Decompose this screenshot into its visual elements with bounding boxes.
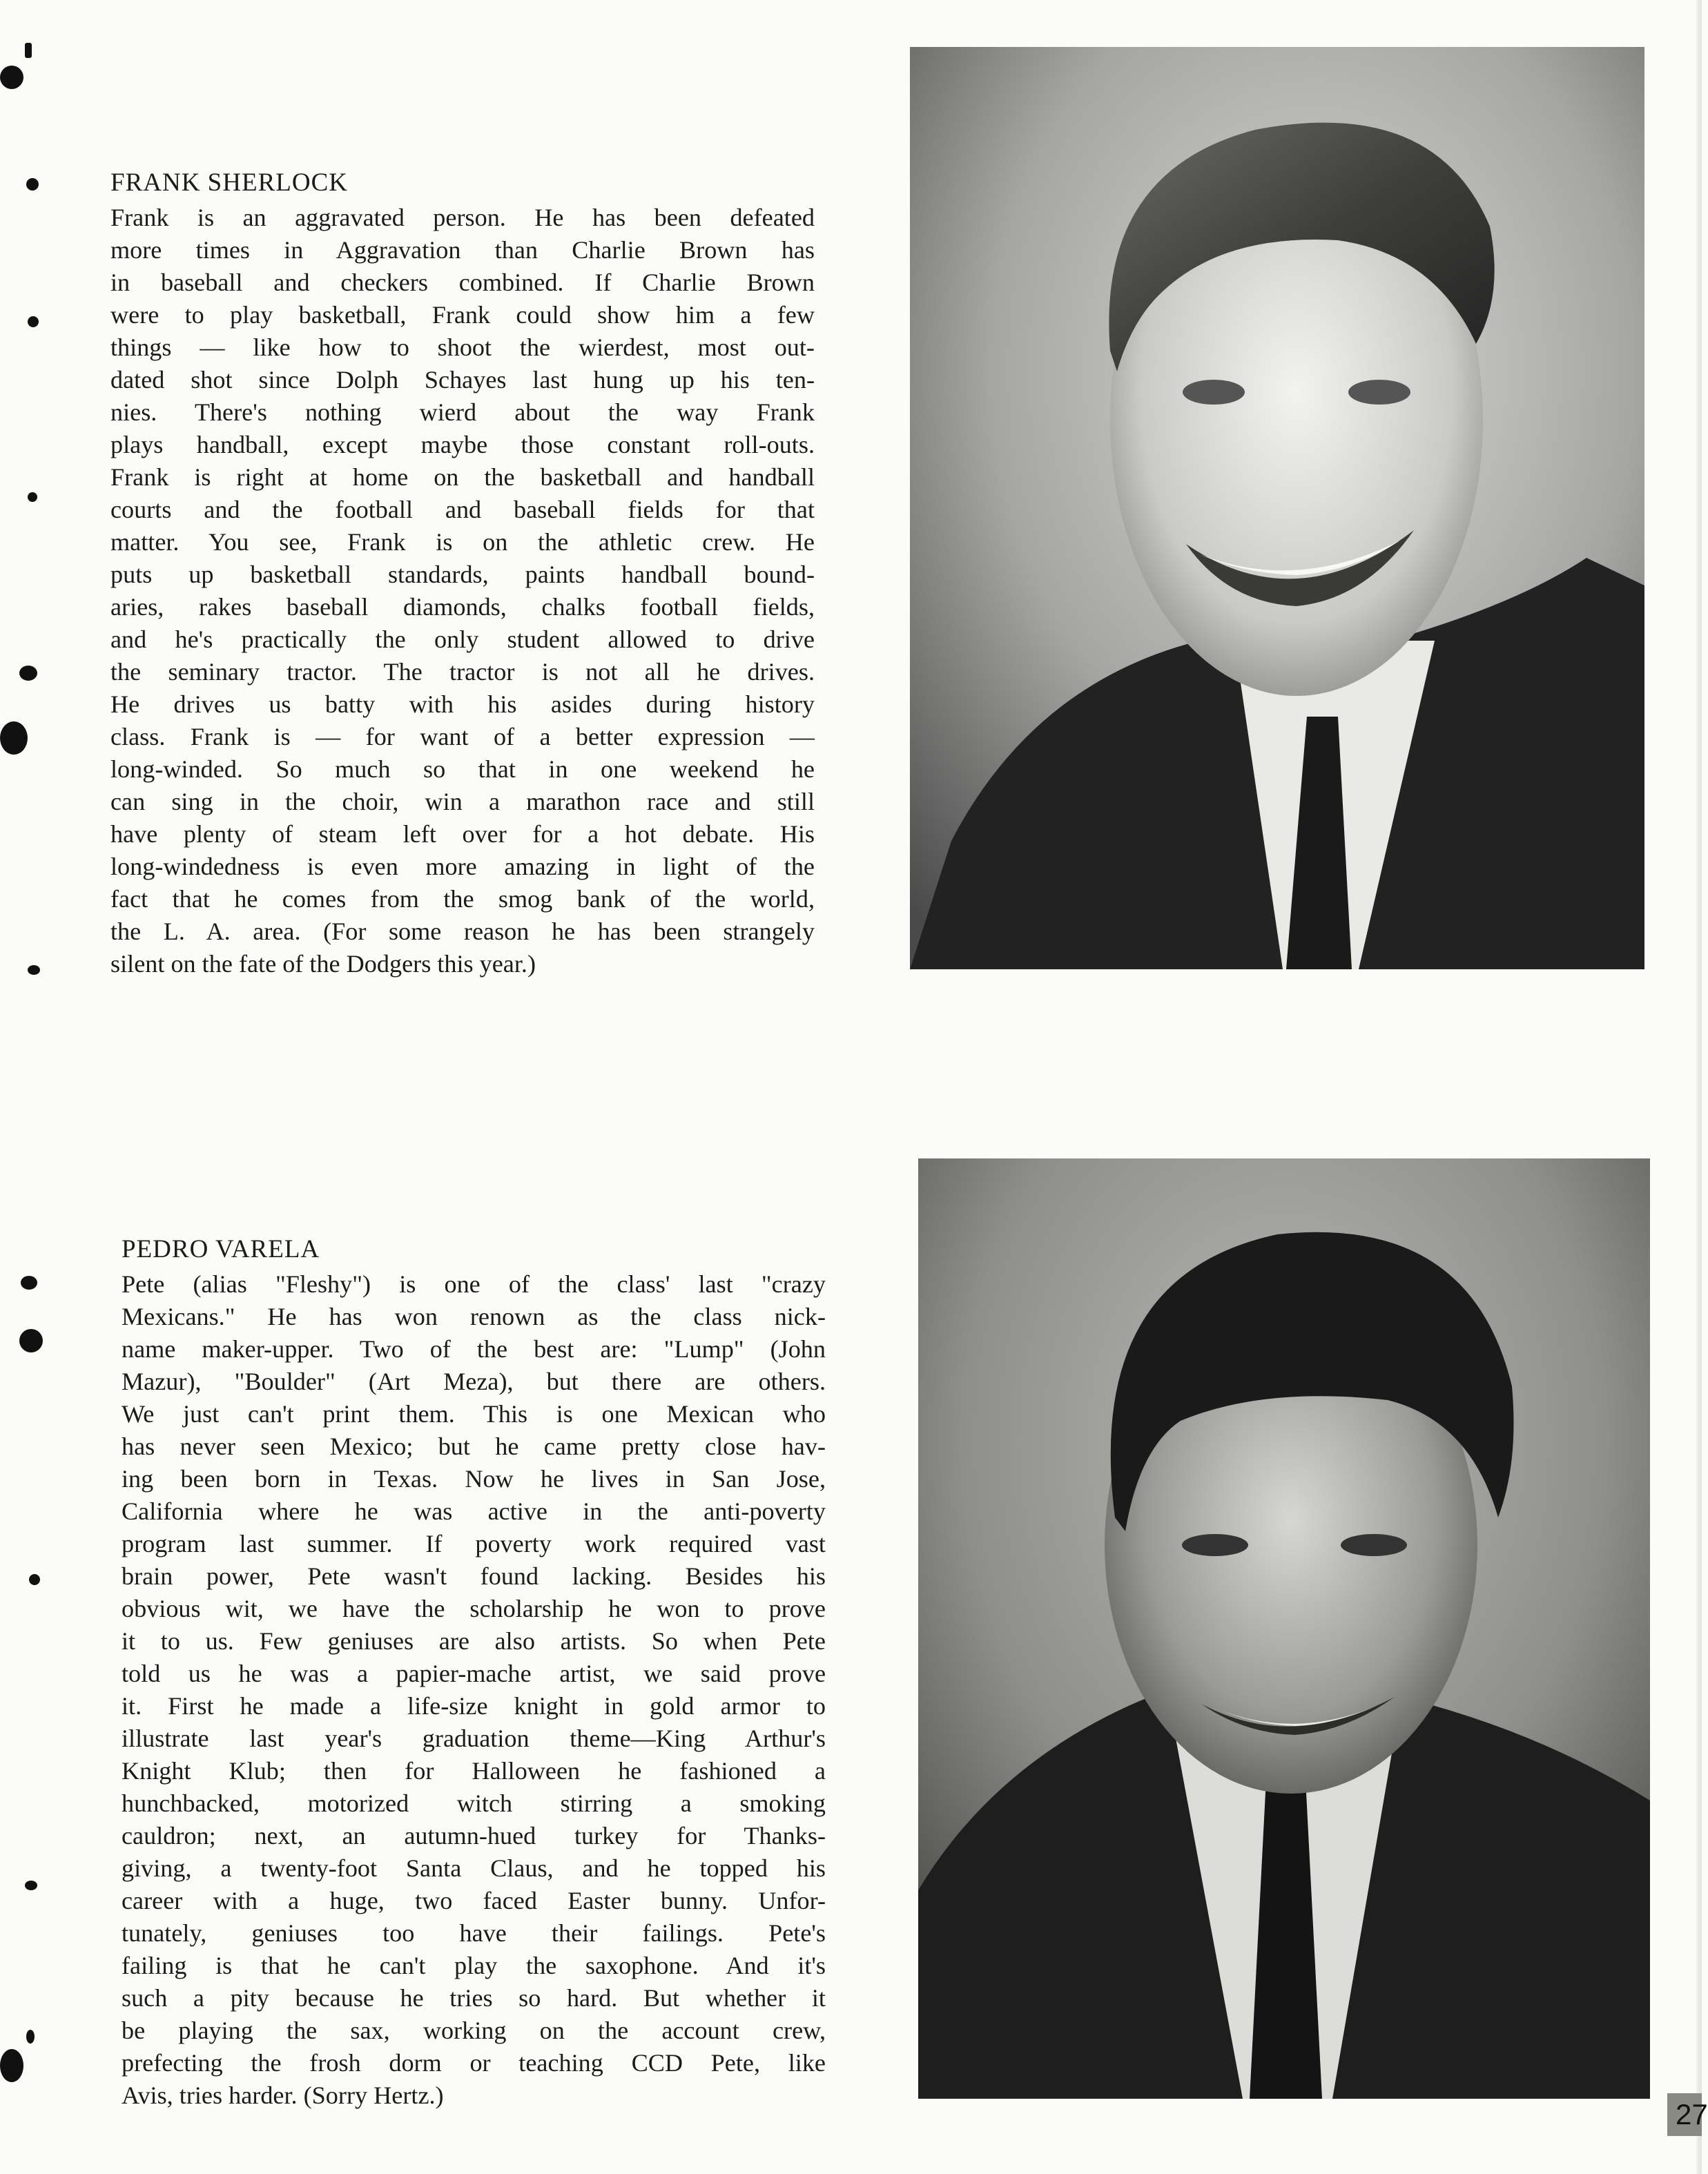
biography-line: brain power, Pete wasn't found lacking. Besides his: [122, 1562, 826, 1590]
biography-line: fact that he comes from the smog bank of the world,: [110, 885, 815, 913]
biography-line: illustrate last year's graduation theme—King Arthur's: [122, 1725, 826, 1752]
biography-line: Pete (alias "Fleshy") is one of the class' last "crazy: [122, 1270, 826, 1298]
biography-line: obvious wit, we have the scholarship he won to prove: [122, 1595, 826, 1622]
biography-line: be playing the sax, working on the account crew,: [122, 2017, 826, 2044]
profile-pedro-varela: [122, 1234, 826, 2112]
biography-line: long-windedness is even more amazing in light of the: [110, 853, 815, 880]
biography-line: long-winded. So much so that in one weekend he: [110, 755, 815, 783]
biography-line: Mexicans." He has won renown as the class nick-: [122, 1303, 826, 1330]
page-number: 27: [1667, 2093, 1702, 2136]
biography-line: puts up basketball standards, paints handball bound-: [110, 561, 815, 588]
profile-name: PEDRO VARELA: [122, 1235, 320, 1263]
biography-line: class. Frank is — for want of a better expression —: [110, 723, 815, 750]
biography-line: cauldron; next, an autumn-hued turkey for Thanks-: [122, 1822, 826, 1850]
biography-line: can sing in the choir, win a marathon race and still: [110, 788, 815, 815]
portrait-image: [910, 47, 1644, 969]
biography-line: things — like how to shoot the wierdest, most out-: [110, 333, 815, 361]
biography-line: and he's practically the only student allowed to drive: [110, 625, 815, 653]
biography-line: name maker-upper. Two of the best are: "Lump" (John: [122, 1335, 826, 1363]
portrait-image: [918, 1158, 1650, 2099]
biography-line: failing is that he can't play the saxophone. And it's: [122, 1952, 826, 1979]
biography-line: more times in Aggravation than Charlie Brown has: [110, 236, 815, 264]
biography-line: Mazur), "Boulder" (Art Meza), but there are others.: [122, 1368, 826, 1395]
portrait-photo: [918, 1158, 1650, 2099]
biography-line: plays handball, except maybe those constant roll-outs.: [110, 431, 815, 458]
biography-line: nies. There's nothing wierd about the way Frank: [110, 398, 815, 426]
biography-line: giving, a twenty-foot Santa Claus, and he topped his: [122, 1854, 826, 1882]
biography-line: We just can't print them. This is one Mexican who: [122, 1400, 826, 1428]
biography-line: dated shot since Dolph Schayes last hung up his ten-: [110, 366, 815, 394]
biography-line: the seminary tractor. The tractor is not all he drives.: [110, 658, 815, 686]
biography-line: have plenty of steam left over for a hot debate. His: [110, 820, 815, 848]
page-edge: [1696, 0, 1702, 2174]
profile-biography: [122, 1268, 826, 2112]
biography-line: Knight Klub; then for Halloween he fashioned a: [122, 1757, 826, 1785]
profile-name: FRANK SHERLOCK: [110, 168, 348, 197]
biography-line: Frank is an aggravated person. He has been defeated: [110, 204, 815, 231]
biography-line: it. First he made a life-size knight in gold armor to: [122, 1692, 826, 1720]
biography-line: were to play basketball, Frank could show him a few: [110, 301, 815, 329]
biography-line: program last summer. If poverty work required vast: [122, 1530, 826, 1557]
biography-line: He drives us batty with his asides during history: [110, 690, 815, 718]
biography-line: has never seen Mexico; but he came pretty close hav-: [122, 1433, 826, 1460]
portrait-photo: [910, 47, 1644, 969]
biography-line: such a pity because he tries so hard. But whether it: [122, 1984, 826, 2012]
biography-line: aries, rakes baseball diamonds, chalks football fields,: [110, 593, 815, 621]
biography-line: Avis, tries harder. (Sorry Hertz.): [122, 2081, 444, 2109]
biography-line: in baseball and checkers combined. If Charlie Brown: [110, 269, 815, 296]
biography-line: Frank is right at home on the basketball and handball: [110, 463, 815, 491]
biography-line: prefecting the frosh dorm or teaching CCD Pete, like: [122, 2049, 826, 2077]
biography-line: hunchbacked, motorized witch stirring a smoking: [122, 1789, 826, 1817]
biography-line: told us he was a papier-mache artist, we said prove: [122, 1660, 826, 1687]
profile-biography: [110, 202, 815, 980]
biography-line: tunately, geniuses too have their failings. Pete's: [122, 1919, 826, 1947]
biography-line: career with a huge, two faced Easter bunny. Unfor-: [122, 1887, 826, 1914]
biography-line: courts and the football and baseball fields for that: [110, 496, 815, 523]
biography-line: matter. You see, Frank is on the athletic crew. He: [110, 528, 815, 556]
biography-line: California where he was active in the anti-poverty: [122, 1497, 826, 1525]
profile-frank-sherlock: [110, 167, 815, 980]
biography-line: ing been born in Texas. Now he lives in San Jose,: [122, 1465, 826, 1493]
binder-hole-marks: [0, 0, 41, 2174]
biography-line: the L. A. area. (For some reason he has been strangely: [110, 918, 815, 945]
biography-line: silent on the fate of the Dodgers this year.): [110, 950, 536, 978]
biography-line: it to us. Few geniuses are also artists. So when Pete: [122, 1627, 826, 1655]
